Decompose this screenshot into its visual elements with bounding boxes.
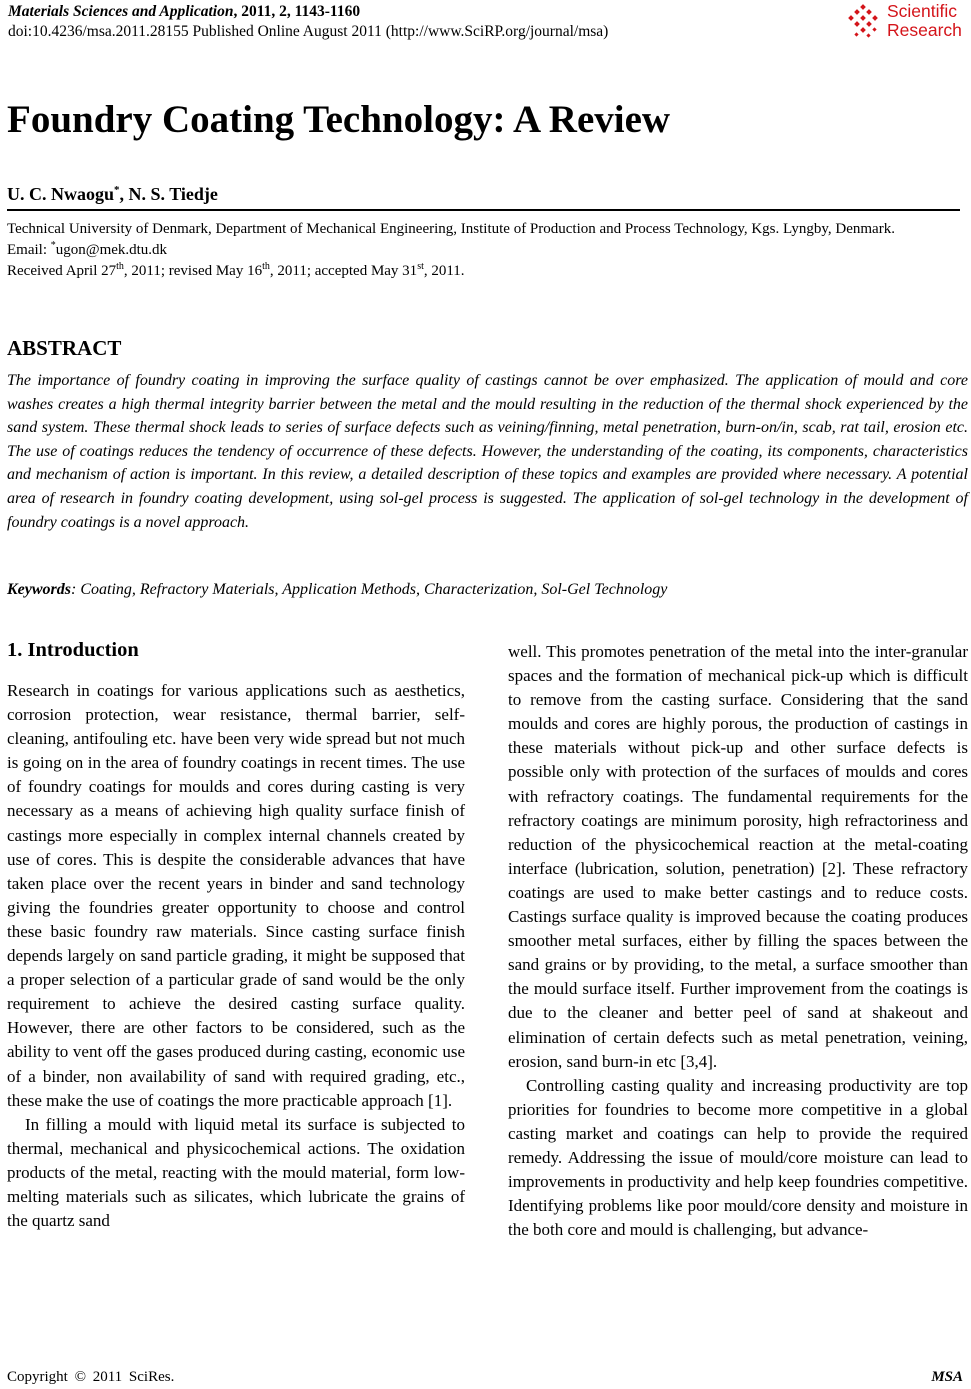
accepted-text: , 2011; accepted May 31 bbox=[269, 263, 418, 279]
affiliation: Technical University of Denmark, Department of Mechanical Engineering, Institute of Production and Process Technology, Kgs. Lyngby, Denmark. bbox=[7, 221, 895, 237]
ordinal-suffix: st bbox=[417, 261, 424, 272]
email-line bbox=[7, 240, 947, 261]
keywords-label: Keywords bbox=[7, 581, 71, 598]
publisher-logo bbox=[847, 2, 965, 42]
right-column bbox=[508, 640, 968, 1242]
ordinal-suffix: th bbox=[116, 261, 124, 272]
journal-citation bbox=[8, 2, 608, 22]
abstract-heading: ABSTRACT bbox=[7, 336, 122, 360]
affiliation-block bbox=[7, 219, 947, 282]
author-name: U. C. Nwaogu bbox=[7, 184, 115, 204]
email-address[interactable]: ugon@mek.dtu.dk bbox=[55, 242, 168, 258]
received-text: Received April 27 bbox=[7, 263, 117, 279]
email-mark: * bbox=[50, 240, 56, 251]
journal-name: Materials Sciences and Application bbox=[8, 3, 234, 20]
corresponding-mark: * bbox=[114, 184, 120, 196]
citation-info: , 2011, 2, 1143-1160 bbox=[233, 3, 361, 20]
section-heading: 1. Introduction bbox=[7, 639, 139, 661]
body-paragraph: Controlling casting quality and increasing productivity are top priorities for foundries to become more competitive in a global casting market and coatings can help to provide the required remedy. Addressing the issue of mould/core moisture can lead to improvements in productivity and help keep foundries competitive. Identifying problems like poor mould/core density and moisture in the both core and mould is challenging, but advance- bbox=[508, 1075, 968, 1240]
revised-text: , 2011; revised May 16 bbox=[123, 263, 263, 279]
copyright-footer: Copyright © 2011 SciRes. bbox=[7, 1369, 175, 1385]
author-name: , N. S. Tiedje bbox=[119, 184, 218, 204]
ordinal-suffix: th bbox=[262, 261, 270, 272]
body-paragraph: Research in coatings for various applications such as aesthetics, corrosion protection, wear resistance, thermal barrier, self-cleaning, antifouling etc. have been very wide spread but not much is going on in the area of foundry coatings in recent times. The use of foundry coatings for moulds and cores during casting is very necessary as a means of achieving high quality surface finish of castings more especially in complex internal channels created by use of cores. This is despite the considerable advances that have taken place over the recent years in binder and sand technology giving the foundries greater opportunity to choose and control these basic foundry raw materials. Since casting surface finish depends largely on sand particle grading, it might be supposed that a proper selection of a particular grade of sand would be the only requirement to achieve the desired casting surface quality. However, there are other factors to be considered, such as the ability to vent off the gases produced during casting, economic use of a binder, non availability of sand with required grading, etc., these make the use of coatings the more practicable approach [1]. bbox=[7, 681, 465, 1110]
year-text: , 2011. bbox=[423, 263, 465, 279]
keywords-list: : Coating, Refractory Materials, Application Methods, Characterization, Sol-Gel Technology bbox=[71, 581, 668, 598]
title-divider bbox=[7, 209, 960, 211]
author-list bbox=[7, 178, 218, 206]
logo-text: Scientific Research bbox=[887, 1, 962, 40]
received-dates bbox=[7, 261, 947, 282]
body-paragraph: In filling a mould with liquid metal its surface is subjected to thermal, mechanical and physicochemical actions. The oxidation products of the metal, reacting with the mould material, form low-melting materials such as silicates, which lubricate the grains of the quartz sand bbox=[7, 1114, 465, 1231]
running-header bbox=[8, 2, 608, 42]
body-paragraph: well. This promotes penetration of the metal into the inter-granular spaces and the formation of mechanical pick-up which is difficult to remove from the casting surface. Considering that the sand moulds and cores are highly porous, the production of castings in these materials without pick-up and other surface defects is possible only with protection of the surfaces of moulds and cores with refractory coatings. The fundamental requirements for the refractory coatings are minimum porosity, high refractoriness and reduction of the physicochemical reaction at the metal-coating interface (lubrication, solution, penetration) [2]. These refractory coatings are used to make better castings and to reduce costs. Castings surface quality is improved because the coating produces smoother metal surfaces, either by filling the spaces between the sand grains or by providing, to the metal, a surface smoother than the mould surface itself. Further improvement from the coatings is due to the cleaner and better peel of sand at shakeout and elimination of certain defects such as metal penetration, veining, erosion, sand burn-in etc [3,4]. bbox=[508, 642, 968, 1071]
left-column bbox=[7, 636, 465, 1233]
doi-line: doi:10.4236/msa.2011.28155 Published Online August 2011 (http://www.SciRP.org/journal/msa) bbox=[8, 23, 609, 40]
paper-title: Foundry Coating Technology: A Review bbox=[7, 98, 671, 141]
scientific-research-logo-icon bbox=[847, 4, 883, 40]
keywords-line bbox=[7, 578, 667, 602]
abstract-text: The importance of foundry coating in improving the surface quality of castings cannot be over emphasized. The application of mould and core washes creates a high thermal integrity barrier between the metal and the mould resulting in the reduction of the thermal shock experienced by the sand system. These thermal shock leads to series of surface defects such as veining/finning, metal penetration, burn-on/in, scab, rat tail, erosion etc. The use of coatings reduces the tendency of occurrence of these defects. However, the understanding of the coating, its components, characteristics and mechanism of action is important. In this review, a detailed description of these topics and examples are provided where necessary. A potential area of research in foundry coating development, using sol-gel process is suggested. The application of sol-gel technology in the development of foundry coatings is a novel approach. bbox=[7, 372, 968, 531]
journal-abbreviation: MSA bbox=[931, 1369, 963, 1385]
email-label: Email: bbox=[7, 242, 51, 258]
